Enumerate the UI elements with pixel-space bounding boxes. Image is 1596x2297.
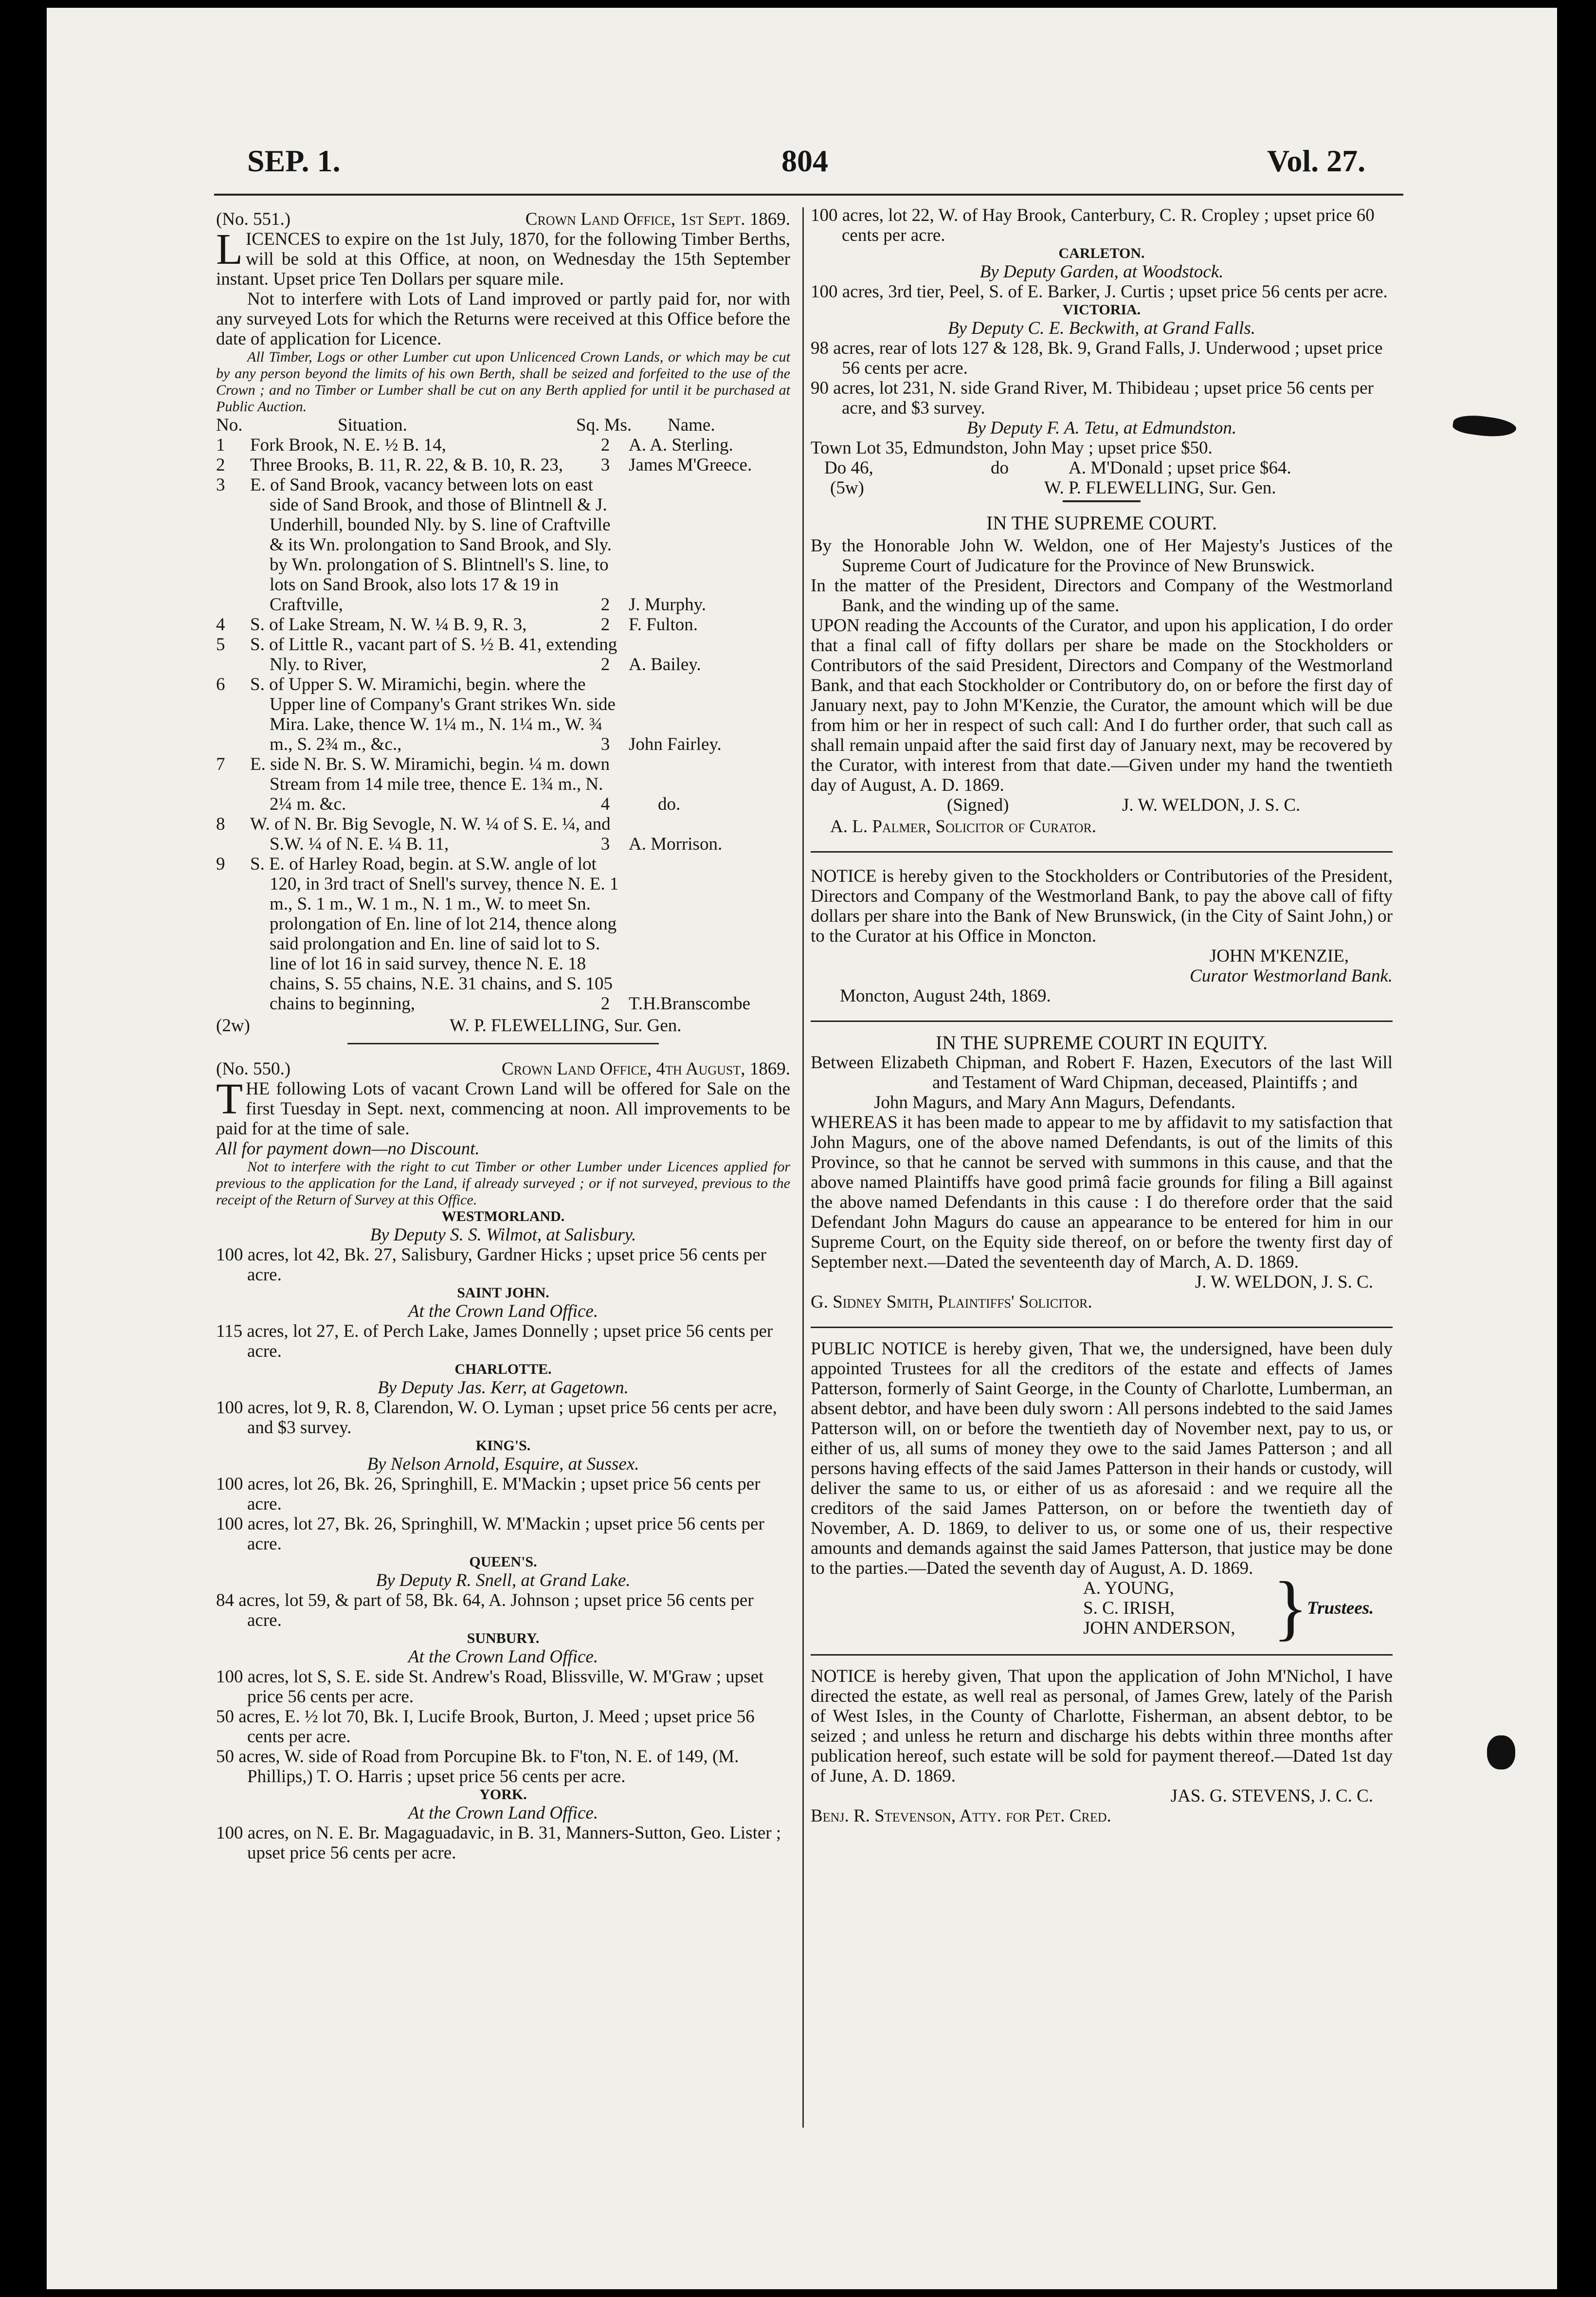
square-miles: 2 (600, 994, 610, 1014)
gazette-page (47, 8, 1557, 2289)
signature-line (811, 795, 1393, 817)
col-name: Name. (668, 415, 715, 435)
licensee-name: John Fairley. (629, 734, 722, 754)
berth-situation: S. E. of Harley Road, begin. at S.W. angle of lot 120, in 3rd tract of Snell's survey, thence N. E. 1 m., S. 1 m., W. 1 m., N. 1 m., W. to meet Sn. prolongation of En. line of lot 214, thence along said prolongation and En. line of said lot to S. line of lot 16 in said survey, thence N. E. 18 chains, S. 55 chains, N.E. 31 chains, and S. 105 chains to beginning, (250, 854, 619, 1014)
licensee-name: do. (658, 794, 681, 814)
divider (347, 1043, 659, 1044)
county-heading: SUNBURY. (467, 1630, 540, 1646)
court-matter: In the matter of the President, Directors and Company of the Westmorland Bank, and the winding up of the same. (811, 576, 1393, 616)
square-miles: 2 (600, 655, 610, 675)
signed-label: (Signed) (947, 795, 1009, 815)
county-heading: WESTMORLAND. (441, 1208, 565, 1224)
county-heading: KING'S. (475, 1438, 531, 1454)
deputy-line: By Nelson Arnold, Esquire, at Sussex. (367, 1454, 639, 1474)
licensee-name: James M'Greece. (629, 455, 752, 475)
deputy-line: At the Crown Land Office. (408, 1803, 598, 1823)
deputy-line: By Deputy Garden, at Woodstock. (979, 262, 1224, 282)
intro-text: ICENCES to expire on the 1st July, 1870, for the following Timber Berths, will be sold at this Office, at noon, on Wednesday the 15th September instant. Upset price Ten Dollars per square mile. (216, 229, 790, 289)
header-date: SEP. 1. (247, 144, 341, 178)
trustee-name: JOHN ANDERSON, (1083, 1618, 1235, 1638)
berth-number: 4 (216, 615, 225, 635)
timber-warning: All Timber, Logs or other Lumber cut upon Unlicenced Crown Lands, or which may be cut by any person beyond the limits of his own Berth, shall be seized and forfeited to the use of the Crown ; and no Timber or Lumber shall be cut on any Berth applied for until it be purchased at Public Auction. (216, 349, 790, 415)
lot-entry: 100 acres, lot 27, Bk. 26, Springhill, W. M'Mackin ; upset price 56 cents per acre. (216, 1514, 764, 1554)
table-row (216, 854, 785, 1014)
trustee-name: A. YOUNG, (1083, 1578, 1174, 1598)
berth-tail (596, 734, 790, 754)
deputy-line: By Deputy Jas. Kerr, at Gagetown. (378, 1378, 629, 1398)
deputy-line: At the Crown Land Office. (408, 1301, 598, 1321)
table-row (216, 475, 785, 615)
drop-cap: L (216, 225, 243, 273)
notice-551-footer (216, 1016, 790, 1040)
left-column (216, 209, 790, 1863)
berth-situation: W. of N. Br. Big Sevogle, N. W. ¼ of S. E. ¼, and S.W. ¼ of N. E. ¼ B. 11, (250, 814, 611, 854)
court-title: IN THE SUPREME COURT IN EQUITY. (935, 1032, 1268, 1054)
lot-ditto: Do 46, (824, 458, 873, 478)
volume-number: Vol. 27. (1267, 144, 1366, 178)
county-heading: YORK. (479, 1787, 527, 1803)
judge-signature: J. W. WELDON, J. S. C. (1122, 795, 1301, 815)
lot-ditto: do (991, 458, 1009, 478)
lot-entry: 100 acres, lot 9, R. 8, Clarendon, W. O. Lyman ; upset price 56 cents per acre, and $3 survey. (216, 1398, 777, 1438)
county-heading: CHARLOTTE. (454, 1361, 552, 1377)
attorney: Benj. R. Stevenson, Atty. for Pet. Cred. (811, 1806, 1111, 1826)
divider (811, 1327, 1393, 1328)
table-row (216, 615, 785, 635)
payment-terms: All for payment down—no Discount. (216, 1139, 480, 1159)
licensee-name: A. Morrison. (629, 834, 723, 854)
curator-title: Curator Westmorland Bank. (1190, 966, 1393, 986)
court-defendants: John Magurs, and Mary Ann Magurs, Defendants. (874, 1093, 1235, 1112)
licensee-name: T.H.Branscombe (629, 994, 751, 1014)
court-order: UPON reading the Accounts of the Curator, and upon his application, I do order that a final call of fifty dollars per share be made on the Stockholders or Contributors of the said President, Directors and Company of the Westmorland Bank, and that each Stockholder or Contributory do, on or before the first day of January next, pay to John M'Kenzie, the Curator, the amount which will be due from him or her in respect of such call: And I do further order, that such call as shall remain unpaid after the said first day of January next, may be recovered by the Curator, with interest from that date.—Given under my hand the twentieth day of August, A. D. 1869. (811, 616, 1393, 795)
lot-entry: 50 acres, W. side of Road from Porcupine Bk. to F'ton, N. E. of 149, (M. Phillips,) T. O. Harris ; upset price 56 cents per acre. (216, 1747, 739, 1787)
notice-551-heading (216, 209, 790, 229)
right-column (811, 205, 1393, 1826)
square-miles: 2 (600, 435, 610, 455)
office-dateline: Crown Land Office, 1st Sept. 1869. (525, 209, 790, 229)
deputy-line: By Deputy R. Snell, at Grand Lake. (376, 1570, 631, 1590)
insertion-code: (2w) (216, 1016, 250, 1036)
divider (811, 851, 1393, 853)
lot-entry: 100 acres, on N. E. Br. Magaguadavic, in B. 31, Manners-Sutton, Geo. Lister ; upset price 56 cents per acre. (216, 1823, 781, 1863)
table-body (216, 435, 785, 1014)
divider (811, 1654, 1393, 1656)
table-row (216, 814, 785, 854)
signature: W. P. FLEWELLING, Sur. Gen. (1044, 478, 1276, 498)
header-rule (214, 194, 1403, 196)
court-order: WHEREAS it has been made to appear to me by affidavit to my satisfaction that John Magurs, one of the above named Defendants, is out of the limits of this Province, so that he cannot be served with summons in this cause, and that the above named Plaintiffs have good primâ facie grounds for filing a Bill against the above named Defendants in this cause : I do therefore order that the said Defendant John Magurs do cause an appearance to be entered for him in our Supreme Court, on the Equity side thereof, on or before the twenty first day of September next.—Dated the seventeenth day of March, A. D. 1869. (811, 1112, 1393, 1272)
berth-number: 7 (216, 754, 225, 774)
square-miles: 4 (600, 794, 610, 814)
deputy-line: By Deputy C. E. Beckwith, at Grand Falls. (948, 318, 1255, 338)
licensee-name: F. Fulton. (629, 615, 698, 635)
county-heading: SAINT JOHN. (457, 1285, 549, 1301)
court-title: IN THE SUPREME COURT. (986, 512, 1217, 534)
judge-signature: J. W. WELDON, J. S. C. (1195, 1272, 1373, 1292)
divider (811, 1021, 1393, 1022)
square-miles: 2 (600, 615, 610, 635)
notice-551-para: Not to interfere with Lots of Land improved or partly paid for, nor with any surveyed Lots for which the Returns were received at this Office before the date of application for Licence. (216, 289, 790, 349)
square-miles: 3 (600, 455, 610, 475)
ink-blot (1487, 1735, 1515, 1769)
licensee-name: J. Murphy. (629, 595, 706, 615)
deputy-line: By Deputy S. S. Wilmot, at Salisbury. (370, 1225, 636, 1245)
berth-situation: S. of Upper S. W. Miramichi, begin. where the Upper line of Company's Grant strikes Wn. side Mira. Lake, thence W. 1¼ m., N. 1¼ m., W. ¾ m., S. 2¾ m., &c., (250, 675, 616, 754)
lot-entry: 115 acres, lot 27, E. of Perch Lake, James Donnelly ; upset price 56 cents per acre. (216, 1321, 773, 1361)
berth-tail (596, 655, 790, 675)
drop-cap: T (216, 1075, 243, 1123)
notice-551-intro (216, 225, 790, 289)
col-no: No. (216, 415, 243, 435)
berth-situation: S. of Lake Stream, N. W. ¼ B. 9, R. 3, (250, 615, 527, 635)
column-divider (802, 207, 804, 2128)
timber-note: Not to interfere with the right to cut Timber or other Lumber under Licences applied for previous to the application for the Land, if already surveyed ; or if not surveyed, previous to the receipt of the Return of Survey at this Office. (216, 1159, 790, 1208)
berth-situation: E. side N. Br. S. W. Miramichi, begin. ¼ m. down Stream from 14 mile tree, thence E. 1¾ m., N. 2¼ m. &c. (250, 754, 610, 814)
berth-tail (596, 595, 790, 615)
curator-name: JOHN M'KENZIE, (1209, 946, 1349, 966)
county-heading: QUEEN'S. (469, 1554, 537, 1570)
brace-icon: } (1273, 1567, 1308, 1648)
lot-entry: 98 acres, rear of lots 127 & 128, Bk. 9, Grand Falls, J. Underwood ; upset price 56 cents per acre. (811, 338, 1383, 378)
notice-body: NOTICE is hereby given to the Stockholders or Contributories of the President, Directors and Company of the Westmorland Bank, to pay the above call of fifty dollars per share into the Bank of New Brunswick, (in the City of Saint John,) or to the Curator at his Office in Moncton. (811, 866, 1393, 946)
berth-number: 6 (216, 675, 225, 694)
deputy-line: By Deputy F. A. Tetu, at Edmundston. (966, 418, 1237, 438)
lot-entry: 50 acres, E. ½ lot 70, Bk. I, Lucife Brook, Burton, J. Meed ; upset price 56 cents per acre. (216, 1707, 755, 1747)
court-by-line: By the Honorable John W. Weldon, one of Her Majesty's Justices of the Supreme Court of Judicature for the Province of New Brunswick. (811, 536, 1393, 576)
col-sqms: Sq. Ms. (576, 415, 632, 435)
berth-number: 2 (216, 455, 225, 475)
berth-number: 3 (216, 475, 225, 495)
trustee-name: S. C. IRISH, (1083, 1598, 1175, 1618)
table-row (216, 675, 785, 754)
table-header (216, 415, 785, 435)
lot-entry: 100 acres, 3rd tier, Peel, S. of E. Barker, J. Curtis ; upset price 56 cents per acre. (811, 282, 1388, 302)
lot-entry: 100 acres, lot 22, W. of Hay Brook, Canterbury, C. R. Cropley ; upset price 60 cents per acre. (811, 205, 1375, 245)
intro-text: HE following Lots of vacant Crown Land will be offered for Sale on the first Tuesday in Sept. next, commencing at noon. All improvements to be paid for at the time of sale. (216, 1079, 790, 1139)
col-situation: Situation. (338, 415, 407, 435)
deputy-line: At the Crown Land Office. (408, 1647, 598, 1667)
lot-entry: 90 acres, lot 231, N. side Grand River, M. Thibideau ; upset price 56 cents per acre, and $3 survey. (811, 378, 1374, 418)
berth-situation: Three Brooks, B. 11, R. 22, & B. 10, R. 23, (250, 455, 563, 475)
solicitor: G. Sidney Smith, Plaintiffs' Solicitor. (811, 1292, 1092, 1312)
lot-entry: 84 acres, lot 59, & part of 58, Bk. 64, A. Johnson ; upset price 56 cents per acre. (216, 1590, 754, 1630)
signature: W. P. FLEWELLING, Sur. Gen. (450, 1016, 682, 1036)
solicitor: A. L. Palmer, Solicitor of Curator. (830, 817, 1097, 837)
lot-entry: 100 acres, lot 42, Bk. 27, Salisbury, Gardner Hicks ; upset price 56 cents per acre. (216, 1245, 766, 1285)
berth-situation: E. of Sand Brook, vacancy between lots on east side of Sand Brook, and those of Blintnell & J. Underhill, bounded Nly. by S. line of Craftville & its Wn. prolongation to Sand Brook, and Sly. by Wn. prolongation of S. Blintnell's S. line, to lots on Sand Brook, also lots 17 & 19 in Craftville, (250, 475, 612, 615)
berth-tail (596, 834, 790, 854)
berth-tail (596, 794, 790, 814)
berth-situation: Fork Brook, N. E. ½ B. 14, (250, 435, 446, 455)
county-heading: VICTORIA. (1062, 302, 1141, 318)
notice-body: NOTICE is hereby given, That upon the application of John M'Nichol, I have directed the estate, as well real as personal, of James Grew, lately of the Parish of West Isles, in the County of Charlotte, Fisherman, an absent debtor, to be seized ; and unless he return and discharge his debts within three months after publication hereof, such estate will be sold for payment thereof.—Dated 1st day of June, A. D. 1869. (811, 1666, 1393, 1786)
timber-berth-table (216, 415, 785, 1014)
table-row (216, 635, 785, 675)
square-miles: 3 (600, 834, 610, 854)
square-miles: 3 (600, 734, 610, 754)
court-parties: Between Elizabeth Chipman, and Robert F. Hazen, Executors of the last Will and Testament of Ward Chipman, deceased, Plaintiffs ; and (811, 1053, 1393, 1093)
notice-footer (811, 478, 1393, 499)
berth-number: 9 (216, 854, 225, 874)
lot-entry: Town Lot 35, Edmundston, John May ; upset price $50. (811, 438, 1213, 458)
notice-number: (No. 551.) (216, 209, 291, 229)
lot-owner: A. M'Donald ; upset price $64. (1069, 458, 1291, 478)
table-row (216, 435, 785, 455)
insertion-code: (5w) (830, 478, 864, 498)
lot-entry: 100 acres, lot S, S. E. side St. Andrew's Road, Blissville, W. M'Graw ; upset price 56 cents per acre. (216, 1667, 764, 1707)
table-row (216, 754, 785, 814)
lot-entry: 100 acres, lot 26, Bk. 26, Springhill, E. M'Mackin ; upset price 56 cents per acre. (216, 1474, 761, 1514)
licensee-name: A. A. Sterling. (629, 435, 733, 455)
county-heading: CARLETON. (1058, 245, 1145, 261)
trustee-signatures (811, 1567, 1393, 1648)
notice-550-intro (216, 1075, 790, 1139)
berth-number: 8 (216, 814, 225, 834)
office-dateline: Crown Land Office, 4th August, 1869. (501, 1059, 790, 1079)
square-miles: 2 (600, 595, 610, 615)
page-number: 804 (781, 144, 828, 178)
trustees-label: Trustees. (1307, 1598, 1374, 1618)
berth-tail (596, 455, 790, 475)
table-row (216, 455, 785, 475)
notice-550-heading (216, 1059, 790, 1079)
notice-date: Moncton, August 24th, 1869. (840, 986, 1051, 1006)
berth-number: 1 (216, 435, 225, 455)
ink-blot (1452, 412, 1517, 440)
berth-tail (596, 994, 790, 1014)
divider (1063, 500, 1141, 502)
notice-body: PUBLIC NOTICE is hereby given, That we, the undersigned, have been duly appointed Trustees for all the creditors of the estate and effects of James Patterson, formerly of Saint George, in the County of Charlotte, Lumberman, an absent debtor, and have been duly sworn : All persons indebted to the said James Patterson will, on or before the twentieth day of November next, pay to us, or either of us, all sums of money they owe to the said James Patterson ; and all persons having effects of the said James Patterson in their hands or custody, will deliver the same to us, or either of us as aforesaid : and we require all the creditors of the said James Patterson, on or before the twentieth day of November, A. D. 1869, to deliver to us, or some one of us, their respective amounts and demands against the said James Patterson, that justice may be done to the parties.—Dated the seventh day of August, A. D. 1869. (811, 1339, 1393, 1578)
berth-tail (596, 435, 790, 455)
berth-number: 5 (216, 635, 225, 655)
berth-situation: S. of Little R., vacant part of S. ½ B. 41, extending Nly. to River, (250, 635, 617, 675)
berth-tail (596, 615, 790, 635)
licensee-name: A. Bailey. (629, 655, 701, 675)
lot-entry (811, 458, 1393, 478)
judge-signature: JAS. G. STEVENS, J. C. C. (1170, 1786, 1373, 1806)
notice-number: (No. 550.) (216, 1059, 291, 1079)
